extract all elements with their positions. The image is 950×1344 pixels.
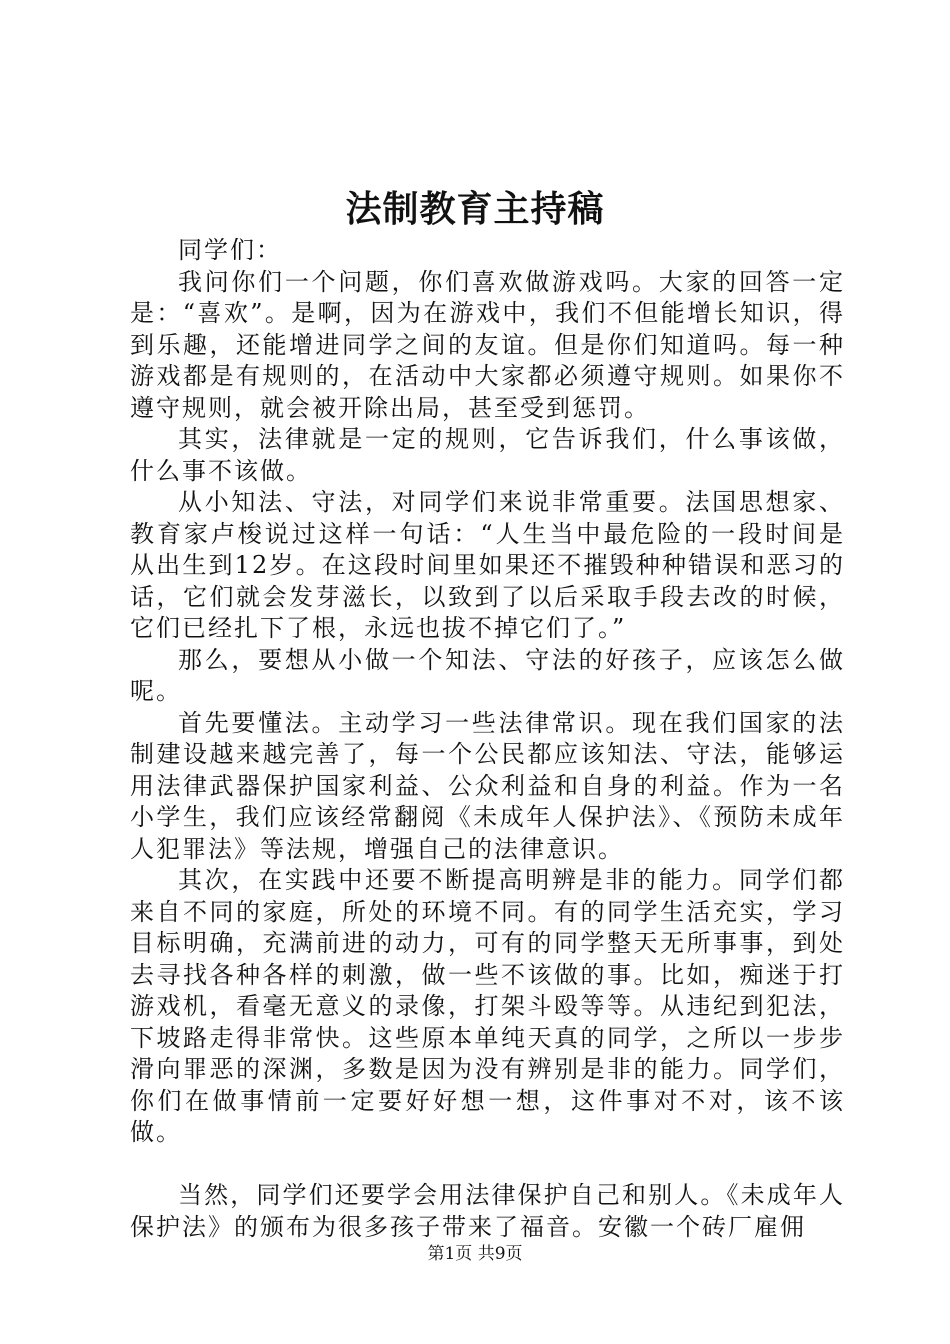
paragraph-5: 首先要懂法。主动学习一些法律常识。现在我们国家的法制建设越来越完善了，每一个公民都应该知法、守法，能够运用法律武器保护国家利益、公众利益和自身的利益。作为一名小学生，我们应该经常翻阅《未成年人保护法》、《预防未成年人犯罪法》等法规，增强自己的法律意识。 [130, 708, 845, 863]
paragraph-3: 从小知法、守法，对同学们来说非常重要。法国思想家、教育家卢梭说过这样一句话：“人生当中最危险的一段时间是从出生到12岁。在这段时间里如果还不摧毁种种错误和恶习的话，它们就会发芽滋长，以致到了以后采取手段去改的时候，它们已经扎下了根，永远也拔不掉它们了。” [130, 488, 845, 642]
paragraph-4: 那么，要想从小做一个知法、守法的好孩子，应该怎么做呢。 [130, 645, 845, 705]
paragraph-spacer [130, 1149, 845, 1181]
paragraph-2: 其实，法律就是一定的规则，它告诉我们，什么事该做，什么事不该做。 [130, 425, 845, 485]
paragraph-6: 其次，在实践中还要不断提高明辨是非的能力。同学们都来自不同的家庭，所处的环境不同。有的同学生活充实，学习目标明确，充满前进的动力，可有的同学整天无所事事，到处去寻找各种各样的刺激，做一些不该做的事。比如，痴迷于打游戏机，看毫无意义的录像，打架斗殴等等。从违纪到犯法，下坡路走得非常快。这些原本单纯天真的同学，之所以一步步滑向罪恶的深渊，多数是因为没有辨别是非的能力。同学们，你们在做事情前一定要好好想一想，这件事对不对，该不该做。 [130, 866, 845, 1146]
page-footer: 第1页 共9页 [427, 1244, 523, 1264]
document-body [130, 235, 845, 1243]
salutation: 同学们： [178, 236, 282, 264]
document-title: 法制教育主持稿 [345, 188, 605, 230]
paragraph-7: 当然，同学们还要学会用法律保护自己和别人。《未成年人保护法》的颁布为很多孩子带来了福音。安徽一个砖厂雇佣 [130, 1181, 845, 1241]
paragraph-1: 我问你们一个问题，你们喜欢做游戏吗。大家的回答一定是：“喜欢”。是啊，因为在游戏中，我们不但能增长知识，得到乐趣，还能增进同学之间的友谊。但是你们知道吗。每一种游戏都是有规则的，在活动中大家都必须遵守规则。如果你不遵守规则，就会被开除出局，甚至受到惩罚。 [130, 267, 845, 422]
